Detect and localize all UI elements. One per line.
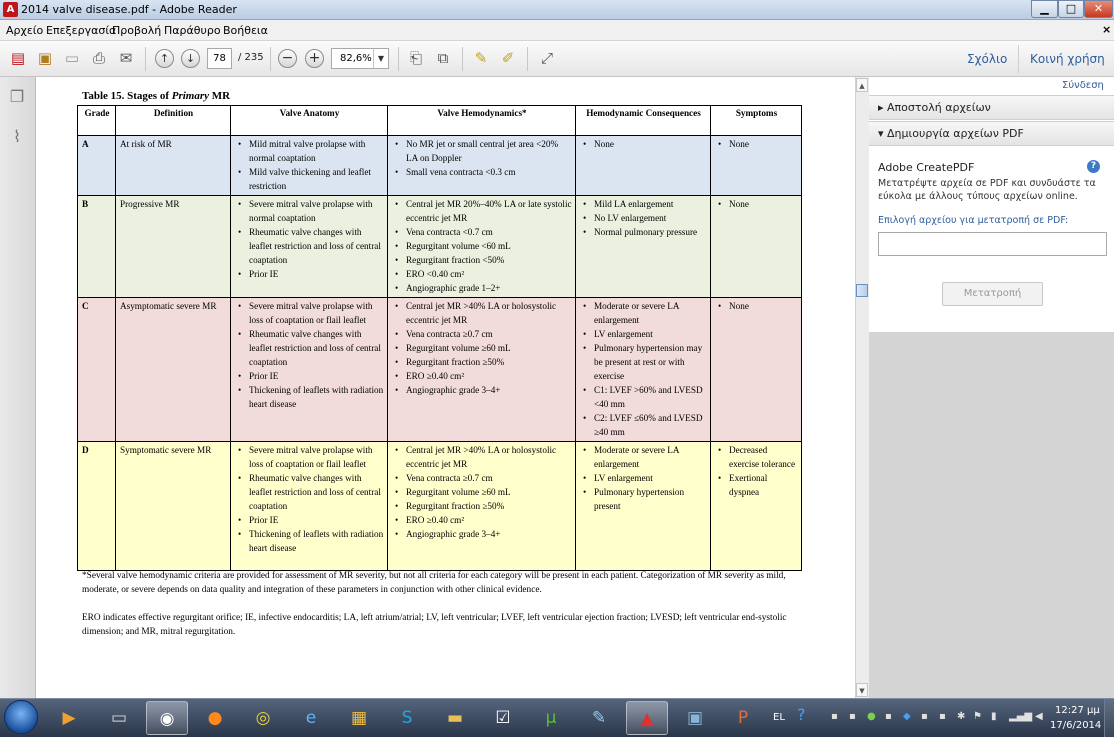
attachment-icon[interactable]: ⌇: [13, 127, 21, 146]
caption-suffix: MR: [209, 90, 231, 102]
utorrent-icon[interactable]: µ: [545, 708, 557, 728]
list-item: • Rheumatic valve changes with leaflet restriction and loss of central coaptation: [235, 471, 384, 513]
list-item: • Mild mitral valve prolapse with normal coaptation: [235, 137, 384, 165]
list-item: • ERO <0.40 cm²: [392, 267, 572, 281]
firefox-icon[interactable]: ●: [207, 708, 223, 728]
list-item: • Moderate or severe LA enlargement: [580, 443, 707, 471]
list-item: • No MR jet or small central jet area <20% LA on Doppler: [392, 137, 572, 165]
bluetooth-icon[interactable]: ✱: [957, 711, 966, 722]
power-icon[interactable]: ▮: [991, 711, 997, 722]
page-number-input[interactable]: 78: [207, 48, 232, 69]
list-item: • Mild LA enlargement: [580, 197, 707, 211]
email-icon[interactable]: ✉: [119, 49, 133, 67]
toolbar: [0, 41, 1114, 77]
zoom-in-icon[interactable]: +: [305, 49, 324, 68]
list-item: • Rheumatic valve changes with leaflet restriction and loss of central coaptation: [235, 327, 384, 369]
chrome-icon[interactable]: ◎: [255, 708, 271, 728]
comment-tab[interactable]: Σχόλιο: [967, 52, 1008, 66]
cell-definition: At risk of MR: [116, 136, 231, 196]
next-page-icon[interactable]: ↓: [181, 49, 200, 68]
open-folder-icon[interactable]: ▣: [37, 49, 53, 67]
list-item: • No LV enlargement: [580, 211, 707, 225]
list-item: • Angiographic grade 1–2+: [392, 281, 572, 295]
header-definition: Definition: [116, 106, 231, 136]
sign-in-link[interactable]: Σύνδεση: [1062, 80, 1104, 91]
toolbar-separator: [462, 47, 463, 71]
tray-icon[interactable]: ▪: [939, 711, 946, 722]
create-pdf-section[interactable]: [869, 121, 1114, 146]
header-valve-anatomy: Valve Anatomy: [231, 106, 388, 136]
list-item: • Pulmonary hypertension may be present at rest or with exercise: [580, 341, 707, 383]
toolbar-separator: [527, 47, 528, 71]
list-item: • ERO ≥0.40 cm²: [392, 369, 572, 383]
cell-definition: Progressive MR: [116, 196, 231, 298]
table-caption: [82, 90, 230, 102]
list-item: • Regurgitant volume ≥60 mL: [392, 485, 572, 499]
highlight-icon[interactable]: ✐: [501, 49, 515, 67]
list-item: • Prior IE: [235, 369, 384, 383]
list-item: • Regurgitant volume <60 mL: [392, 239, 572, 253]
print-icon[interactable]: ⎙: [92, 49, 105, 67]
list-item: • Thickening of leaflets with radiation heart disease: [235, 527, 384, 555]
cell-definition: Symptomatic severe MR: [116, 442, 231, 571]
cell-symptoms: [711, 442, 802, 571]
cell-symptoms: [711, 298, 802, 442]
list-item: • C1: LVEF >60% and LVESD <40 mm: [580, 383, 707, 411]
toolbar-divider: [1018, 45, 1019, 73]
list-item: • Angiographic grade 3–4+: [392, 383, 572, 397]
scroll-up-icon[interactable]: ▲: [856, 78, 868, 92]
cell-grade: D: [78, 442, 116, 571]
list-item: • Regurgitant fraction <50%: [392, 253, 572, 267]
hp-icon[interactable]: ◉: [146, 701, 188, 735]
volume-icon[interactable]: ◀: [1035, 711, 1043, 722]
tray-icon[interactable]: ●: [867, 711, 876, 722]
list-item: • Regurgitant fraction ≥50%: [392, 499, 572, 513]
send-files-label: Αποστολή αρχείων: [887, 101, 991, 114]
list-item: • Angiographic grade 3–4+: [392, 527, 572, 541]
cell-hemodynamics: [388, 196, 576, 298]
list-item: • LV enlargement: [580, 327, 707, 341]
cell-anatomy: [231, 136, 388, 196]
list-item: • Severe mitral valve prolapse with normal coaptation: [235, 197, 384, 225]
list-item: • LV enlargement: [580, 471, 707, 485]
abbreviations-footnote: ERO indicates effective regurgitant orifice; IE, infective endocarditis; LA, left atrium/atrial; LV, left ventricular; LVEF, left ventricular ejection fraction; LVESD; left ventricular end-systolic dimension; and MR, mitral regurgitation.: [82, 613, 787, 637]
list-item: • Severe mitral valve prolapse with loss of coaptation or flail leaflet: [235, 443, 384, 471]
vertical-scrollbar[interactable]: [855, 77, 869, 698]
fit-width-icon[interactable]: ⧉: [437, 49, 449, 67]
list-item: • Mild valve thickening and leaflet restriction: [235, 165, 384, 193]
header-hemodynamic-consequences: Hemodynamic Consequences: [576, 106, 711, 136]
skype-icon[interactable]: S: [401, 708, 413, 728]
list-item: • Regurgitant fraction ≥50%: [392, 355, 572, 369]
cell-anatomy: [231, 196, 388, 298]
list-item: • Vena contracta ≥0.7 cm: [392, 471, 572, 485]
language-indicator[interactable]: EL: [773, 712, 785, 723]
mr-stages-table: [77, 105, 802, 571]
menu-view[interactable]: Προβολή: [112, 24, 162, 37]
menu-file[interactable]: Αρχείο: [6, 24, 44, 37]
cell-hemodynamics: [388, 442, 576, 571]
previous-page-icon[interactable]: ↑: [155, 49, 174, 68]
list-item: • Central jet MR >40% LA or holosystolic eccentric jet MR: [392, 443, 572, 471]
tray-icon[interactable]: ▪: [921, 711, 928, 722]
list-item: • Thickening of leaflets with radiation heart disease: [235, 383, 384, 411]
internet-explorer-icon[interactable]: e: [305, 708, 317, 728]
close-document-button[interactable]: ×: [1102, 23, 1112, 36]
cell-anatomy: [231, 442, 388, 571]
adobe-reader-icon[interactable]: ▲: [626, 701, 668, 735]
cell-anatomy: [231, 298, 388, 442]
flag-icon[interactable]: ⚑: [973, 711, 982, 722]
list-item: • Normal pulmonary pressure: [580, 225, 707, 239]
table-row: [78, 136, 802, 196]
toolbar-separator: [270, 47, 271, 71]
maximize-button[interactable]: □: [1058, 0, 1084, 18]
list-item: • Severe mitral valve prolapse with loss of coaptation or flail leaflet: [235, 299, 384, 327]
table-row: [78, 442, 802, 571]
table-footnote: *Several valve hemodynamic criteria are provided for assessment of MR severity, but not all criteria for each category will be present in each patient. Categorization of MR severity as mild, moderate, or severe depends on data quality and integration of these parameters in conjunction with other clinical evidence.: [82, 571, 786, 595]
list-item: • Exertional dyspnea: [715, 471, 798, 499]
navigation-panel: [0, 77, 36, 698]
create-pdf-icon[interactable]: ▤: [10, 49, 26, 67]
table-row: [78, 298, 802, 442]
createpdf-title: Adobe CreatePDF: [878, 161, 975, 174]
expand-icon[interactable]: ⤢: [540, 49, 553, 67]
list-item: • None: [715, 197, 798, 211]
cell-consequences: [576, 196, 711, 298]
caption-italic: Primary: [171, 90, 210, 102]
convert-button[interactable]: Μετατροπή: [942, 282, 1043, 306]
toolbar-separator: [398, 47, 399, 71]
list-item: • Regurgitant volume ≥60 mL: [392, 341, 572, 355]
pdf-icon: A: [3, 2, 18, 17]
file-explorer-icon[interactable]: ▬: [446, 708, 464, 728]
cell-hemodynamics: [388, 298, 576, 442]
menu-window[interactable]: Παράθυρο: [164, 24, 221, 37]
cell-grade: C: [78, 298, 116, 442]
toolbar-separator: [145, 47, 146, 71]
createpdf-description: Μετατρέψτε αρχεία σε PDF και συνδυάστε τα εύκολα με άλλους τύπους αρχείων online.: [878, 178, 1096, 202]
computer-icon[interactable]: ▭: [110, 708, 128, 728]
powerpoint-icon[interactable]: P: [737, 708, 749, 728]
list-item: • Small vena contracta <0.3 cm: [392, 165, 572, 179]
menu-edit[interactable]: Επεξεργασία: [46, 24, 117, 37]
pages-icon[interactable]: ❐: [9, 87, 25, 106]
remote-desktop-icon[interactable]: ▣: [686, 708, 704, 728]
show-desktop-button[interactable]: [1104, 699, 1114, 737]
header-valve-hemodynamics: Valve Hemodynamics*: [388, 106, 576, 136]
list-item: • Prior IE: [235, 513, 384, 527]
tray-icon[interactable]: ▪: [849, 711, 856, 722]
cell-consequences: [576, 136, 711, 196]
list-item: • ERO ≥0.40 cm²: [392, 513, 572, 527]
tray-icon[interactable]: ▪: [885, 711, 892, 722]
network-signal-icon[interactable]: ▂▄▆: [1009, 711, 1033, 722]
tray-icon[interactable]: ▪: [831, 711, 838, 722]
zoom-out-icon[interactable]: −: [278, 49, 297, 68]
list-item: • Moderate or severe LA enlargement: [580, 299, 707, 327]
list-item: • None: [715, 299, 798, 313]
checklist-icon[interactable]: ☑: [495, 708, 511, 728]
list-item: • Vena contracta ≥0.7 cm: [392, 327, 572, 341]
clock-date[interactable]: 17/6/2014: [1050, 720, 1102, 731]
scrollbar-thumb[interactable]: [856, 284, 868, 297]
sticky-note-icon[interactable]: ✎: [474, 49, 488, 67]
list-item: • Rheumatic valve changes with leaflet restriction and loss of central coaptation: [235, 225, 384, 267]
list-item: • None: [715, 137, 798, 151]
create-pdf-label: Δημιουργία αρχείων PDF: [887, 127, 1024, 140]
zoom-input[interactable]: 82,6%: [331, 48, 389, 69]
help-icon[interactable]: ?: [1087, 160, 1100, 173]
cell-grade: B: [78, 196, 116, 298]
list-item: • Vena contracta <0.7 cm: [392, 225, 572, 239]
cell-grade: A: [78, 136, 116, 196]
save-icon[interactable]: ▭: [64, 49, 80, 67]
clock-time[interactable]: 12:27 μμ: [1055, 705, 1100, 716]
help-tray-icon[interactable]: ?: [797, 705, 806, 724]
dropbox-icon[interactable]: ◆: [903, 711, 911, 722]
expanded-arrow-icon: ▾: [878, 127, 888, 140]
window-title: 2014 valve disease.pdf - Adobe Reader: [21, 3, 237, 16]
start-button[interactable]: [4, 700, 38, 734]
list-item: • None: [580, 137, 707, 151]
cell-symptoms: [711, 136, 802, 196]
list-item: • Central jet MR 20%–40% LA or late systolic eccentric jet MR: [392, 197, 572, 225]
cell-definition: Asymptomatic severe MR: [116, 298, 231, 442]
minimize-button[interactable]: ▁: [1031, 0, 1058, 18]
file-input[interactable]: [878, 232, 1107, 256]
fit-page-icon[interactable]: ⎗: [409, 49, 422, 67]
collapsed-arrow-icon: ▸: [878, 101, 888, 114]
list-item: • Central jet MR >40% LA or holosystolic eccentric jet MR: [392, 299, 572, 327]
table-body: [78, 136, 802, 571]
table-row: [78, 196, 802, 298]
cell-consequences: [576, 298, 711, 442]
caption-prefix: Table 15. Stages of: [82, 90, 172, 102]
paint-icon[interactable]: ✎: [591, 708, 607, 728]
send-files-section[interactable]: [869, 95, 1114, 120]
close-window-button[interactable]: ✕: [1084, 0, 1113, 18]
cell-hemodynamics: [388, 136, 576, 196]
header-grade: Grade: [78, 106, 116, 136]
share-tab[interactable]: Κοινή χρήση: [1030, 52, 1105, 66]
media-player-icon[interactable]: ▶: [62, 708, 76, 728]
cell-consequences: [576, 442, 711, 571]
scroll-down-icon[interactable]: ▼: [856, 683, 868, 697]
list-item: • Prior IE: [235, 267, 384, 281]
menu-help[interactable]: Βοήθεια: [223, 24, 268, 37]
table-header-row: [78, 106, 802, 136]
header-symptoms: Symptoms: [711, 106, 802, 136]
list-item: • C2: LVEF ≤60% and LVESD ≥40 mm: [580, 411, 707, 439]
network-icon[interactable]: ▦: [350, 708, 368, 728]
menu-bar: [0, 20, 1114, 41]
list-item: • Pulmonary hypertension present: [580, 485, 707, 513]
zoom-dropdown-arrow-icon[interactable]: ▼: [373, 49, 388, 68]
list-item: • Decreased exercise tolerance: [715, 443, 798, 471]
page-total: / 235: [238, 52, 264, 63]
select-file-link[interactable]: Επιλογή αρχείου για μετατροπή σε PDF:: [878, 215, 1069, 226]
cell-symptoms: [711, 196, 802, 298]
